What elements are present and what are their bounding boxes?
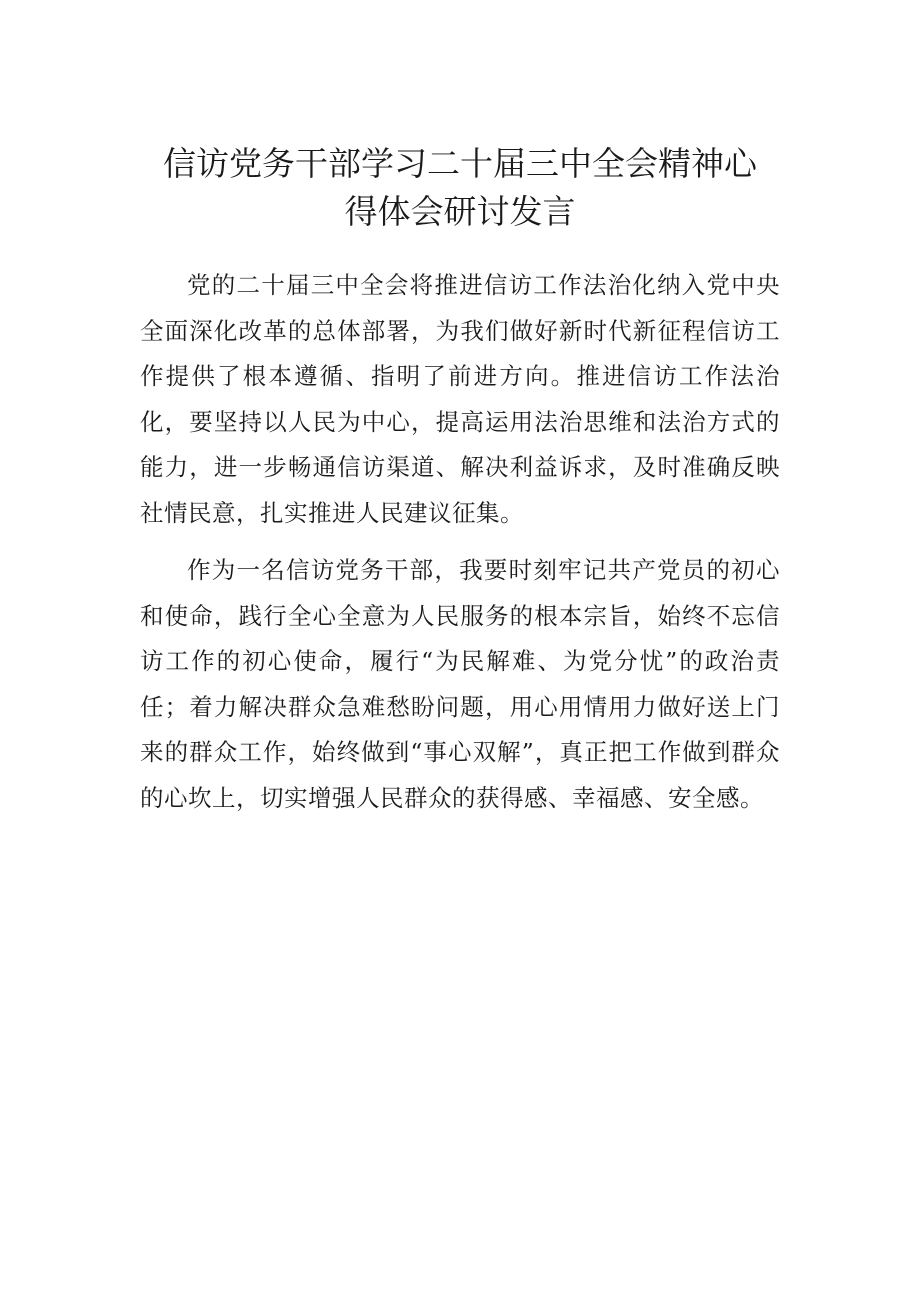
paragraph-1: 党的二十届三中全会将推进信访工作法治化纳入党中央全面深化改革的总体部署，为我们做好新时代新征程信访工作提供了根本遵循、指明了前进方向。推进信访工作法治化，要坚持以人民为中心，提高运用法治思维和法治方式的能力，进一步畅通信访渠道、解决利益诉求，及时准确反映社情民意，扎实推进人民建议征集。 [140,271,780,527]
title-line-2: 得体会研讨发言 [344,192,576,231]
paragraph-2: 作为一名信访党务干部，我要时刻牢记共产党员的初心和使命，践行全心全意为人民服务的根本宗旨，始终不忘信访工作的初心使命，履行“为民解难、为党分忧”的政治责任；着力解决群众急难愁盼问题，用心用情用力做好送上门来的群众工作，始终做到“事心双解”，真正把工作做到群众的心坎上，切实增强人民群众的获得感、幸福感、安全感。 [140,556,780,812]
title-line-1: 信访党务干部学习二十届三中全会精神心 [163,144,757,183]
document-title [120,140,800,236]
document-body [140,263,780,833]
